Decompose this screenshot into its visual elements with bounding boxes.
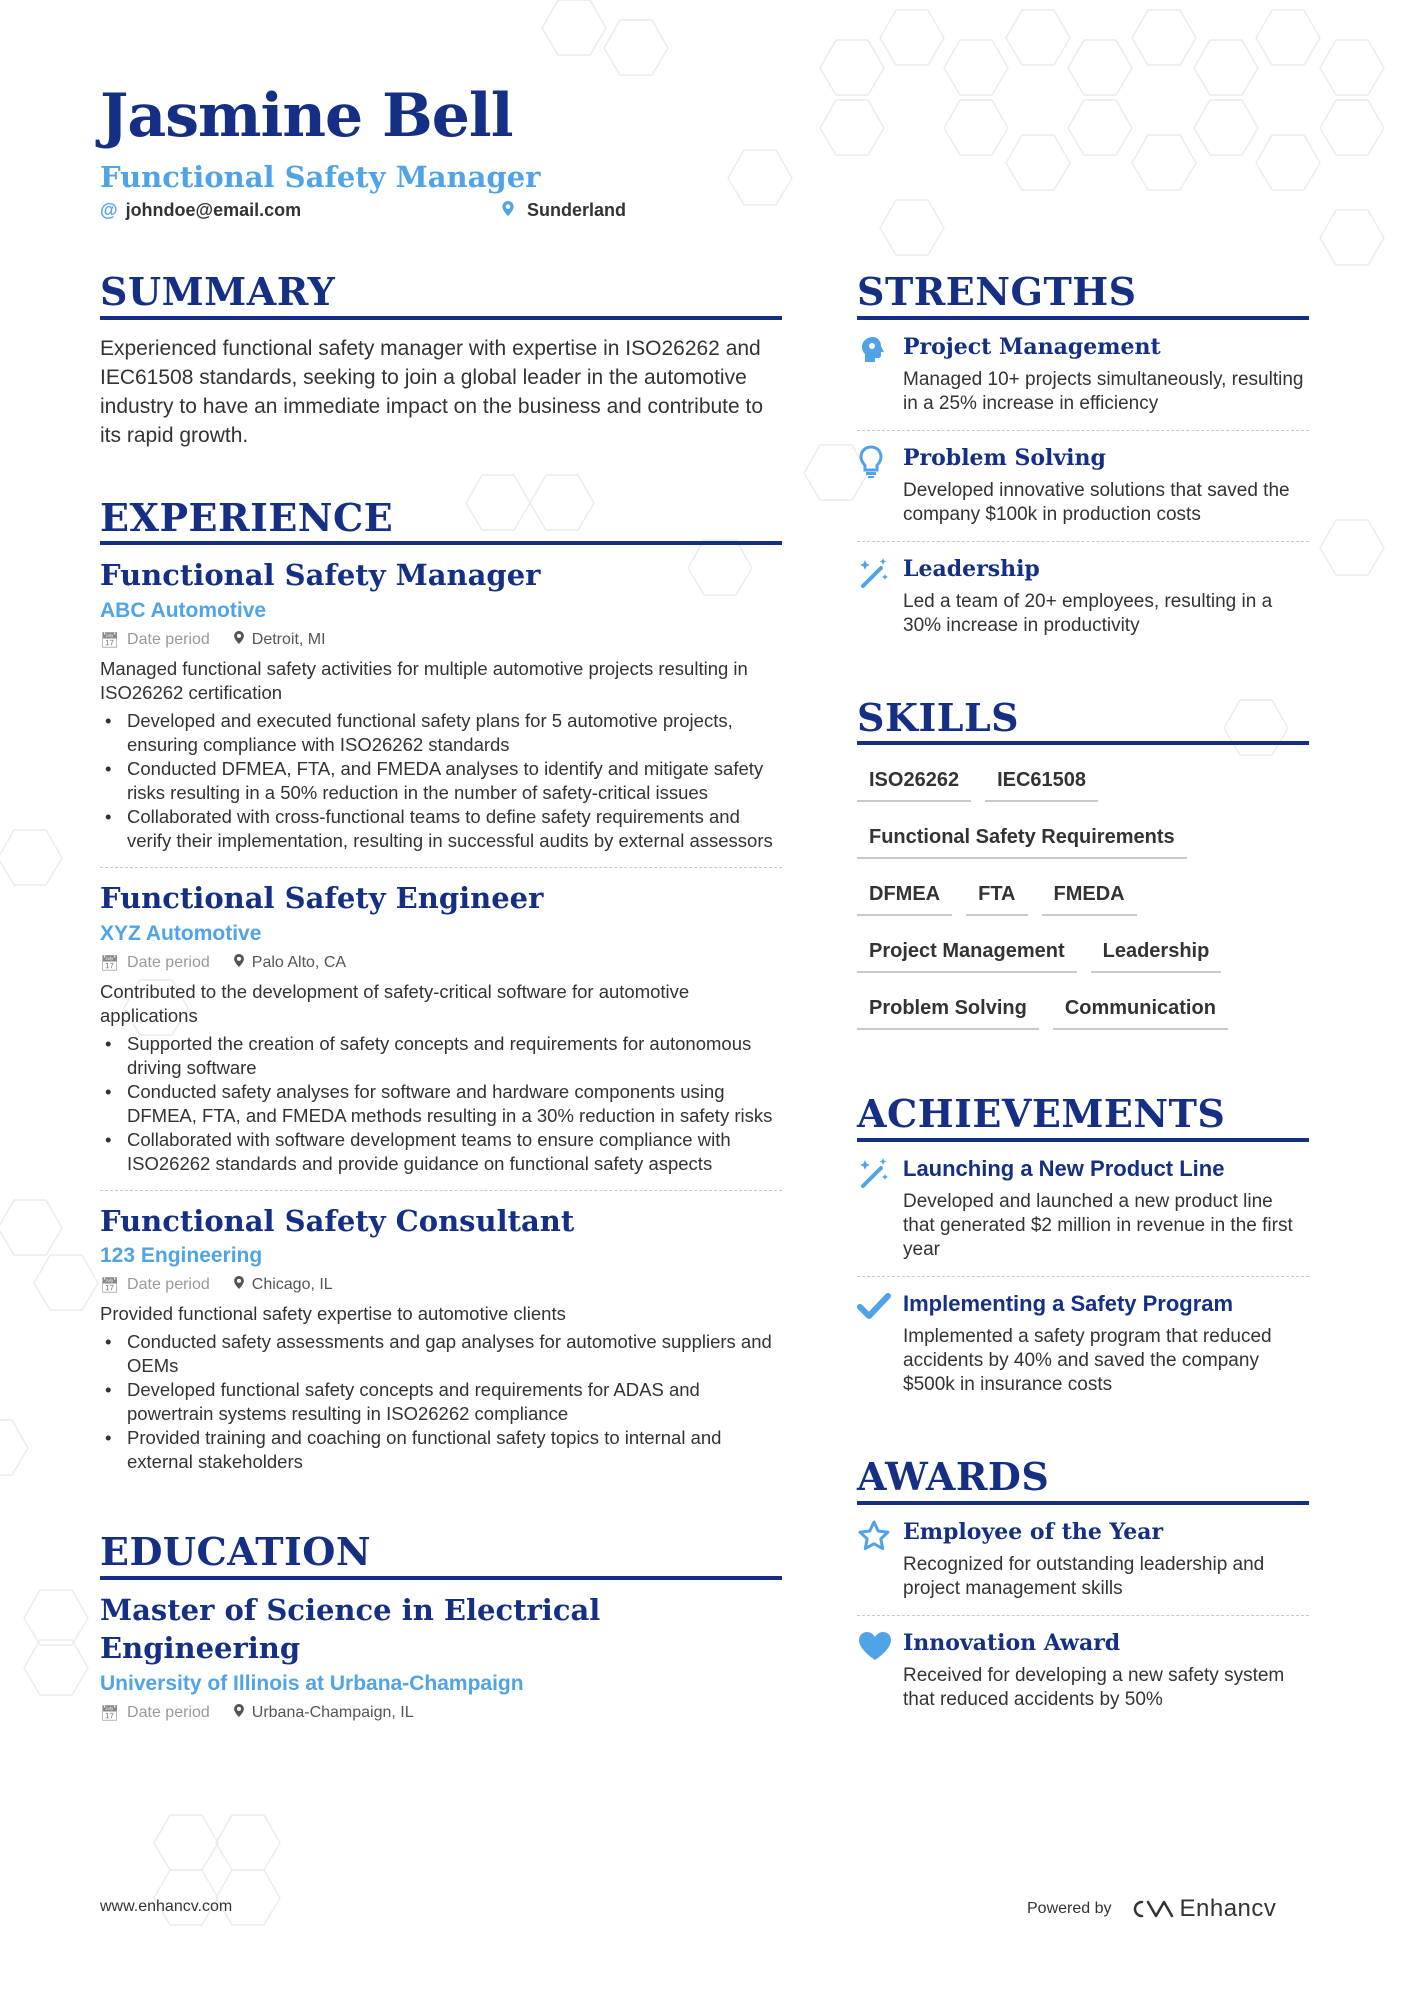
location-pin-icon: [502, 200, 519, 220]
candidate-title: Functional Safety Manager: [100, 160, 541, 194]
job-entry: [100, 557, 782, 868]
education-entry: [100, 1592, 782, 1735]
education-meta: [100, 1704, 782, 1722]
calendar-icon: 📅︎: [100, 1704, 120, 1722]
job-description: Contributed to the development of safety-critical software for automotive applications: [100, 980, 690, 1026]
award-item: [857, 1616, 1309, 1726]
skill-tag: FMEDA: [1042, 877, 1137, 916]
skill-tag: Project Management: [857, 934, 1077, 973]
head-brain-icon: [857, 334, 903, 416]
award-item: [857, 1505, 1309, 1616]
bullet-item: • Provided training and coaching on functional safety topics to internal and external stakeholders: [100, 1426, 782, 1474]
job-description: Managed functional safety activities for multiple automotive projects resulting in ISO26262 certification: [100, 658, 748, 704]
strength-description: Managed 10+ projects simultaneously, resulting in a 25% increase in efficiency: [903, 368, 1304, 414]
job-date: Date period: [127, 1276, 210, 1294]
bullet-item: • Supported the creation of safety concepts and requirements for autonomous driving software: [100, 1032, 782, 1080]
star-icon: [857, 1519, 903, 1601]
location-pin-icon: [234, 631, 244, 649]
bullet-item: • Collaborated with software development teams to ensure compliance with ISO26262 standards and provide guidance on functional safety aspects: [100, 1128, 782, 1176]
magic-wand-icon: [857, 1156, 903, 1262]
bullet-item: • Developed and executed functional safety plans for 5 automotive projects, ensuring compliance with ISO26262 standards: [100, 709, 782, 757]
skill-tag: ISO26262: [857, 763, 971, 802]
achievement-title: Launching a New Product Line: [903, 1156, 1225, 1182]
bullet-item: • Conducted safety assessments and gap analyses for automotive suppliers and OEMs: [100, 1330, 782, 1378]
job-entry: [100, 1203, 782, 1489]
achievement-item: [857, 1277, 1309, 1411]
job-bullets: [100, 1330, 782, 1474]
brand-text: Enhancv: [1179, 1895, 1277, 1922]
contact-location: [502, 200, 626, 221]
strength-title: Leadership: [903, 555, 1040, 582]
experience-heading: EXPERIENCE: [100, 496, 782, 546]
achievement-title: Implementing a Safety Program: [903, 1291, 1234, 1317]
bullet-item: • Conducted safety analyses for software and hardware components using DFMEA, FTA, and FMEDA methods resulting in a 30% reduction in safety risks: [100, 1080, 782, 1128]
job-bullets: [100, 709, 782, 853]
skill-tag: Functional Safety Requirements: [857, 820, 1187, 859]
at-icon: @: [100, 200, 118, 220]
awards-heading: AWARDS: [857, 1455, 1309, 1505]
skill-tag: Leadership: [1091, 934, 1222, 973]
enhancv-logo: [1128, 1895, 1277, 1923]
strength-item: [857, 542, 1309, 652]
experience-section: [100, 496, 782, 1489]
candidate-name: Jasmine Bell: [100, 81, 513, 151]
job-date: Date period: [127, 953, 210, 971]
location-text: Sunderland: [527, 200, 627, 220]
school: University of Illinois at Urbana-Champaign: [100, 1671, 524, 1695]
job-meta: [100, 631, 782, 649]
strength-title: Project Management: [903, 333, 1161, 360]
calendar-icon: 📅︎: [100, 632, 120, 650]
job-meta: [100, 1276, 782, 1294]
checkmark-icon: [857, 1291, 903, 1397]
job-bullets: [100, 1032, 782, 1176]
right-column: [857, 270, 1309, 1726]
skills-heading: SKILLS: [857, 696, 1309, 746]
strengths-section: [857, 270, 1309, 652]
job-entry: [100, 880, 782, 1191]
strength-item: [857, 431, 1309, 542]
magic-wand-icon: [857, 556, 903, 638]
skill-tag: IEC61508: [985, 763, 1098, 802]
education-section: [100, 1530, 782, 1735]
skill-tag: Problem Solving: [857, 991, 1039, 1030]
job-date: Date period: [127, 631, 210, 649]
award-description: Recognized for outstanding leadership and project management skills: [903, 1553, 1265, 1599]
job-role: Functional Safety Consultant: [100, 1203, 575, 1238]
job-location: Detroit, MI: [251, 631, 326, 649]
education-heading: EDUCATION: [100, 1530, 782, 1580]
footer-brand[interactable]: [1027, 1895, 1276, 1923]
achievements-section: [857, 1092, 1309, 1411]
skill-tag: FTA: [966, 877, 1027, 916]
education-date: Date period: [127, 1703, 210, 1721]
skill-tag: DFMEA: [857, 877, 952, 916]
summary-section: [100, 270, 782, 450]
strengths-heading: STRENGTHS: [857, 270, 1309, 320]
skills-section: [857, 696, 1309, 1049]
awards-section: [857, 1455, 1309, 1726]
skill-tag: Communication: [1053, 991, 1228, 1030]
education-location: Urbana-Champaign, IL: [251, 1703, 414, 1721]
job-company: ABC Automotive: [100, 599, 267, 623]
strength-description: Led a team of 20+ employees, resulting in a 30% increase in productivity: [903, 590, 1273, 636]
achievements-heading: ACHIEVEMENTS: [857, 1092, 1309, 1142]
achievement-description: Implemented a safety program that reduced accidents by 40% and saved the company $500k in insurance costs: [903, 1326, 1272, 1396]
bullet-item: • Developed functional safety concepts and requirements for ADAS and powertrain systems resulting in ISO26262 compliance: [100, 1378, 782, 1426]
powered-by-text: Powered by: [1027, 1900, 1112, 1917]
strength-description: Developed innovative solutions that saved the company $100k in production costs: [903, 479, 1290, 525]
location-pin-icon: [234, 954, 244, 972]
calendar-icon: 📅︎: [100, 1277, 120, 1295]
location-pin-icon: [234, 1704, 244, 1722]
lightbulb-icon: [857, 445, 903, 527]
bullet-item: • Conducted DFMEA, FTA, and FMEDA analyses to identify and mitigate safety risks resulting in a 50% reduction in the number of safety-critical issues: [100, 757, 782, 805]
summary-text: Experienced functional safety manager with expertise in ISO26262 and IEC61508 standards, seeking to join a global leader in the automotive industry to have an immediate impact on the business and contribute to its rapid growth.: [100, 336, 764, 447]
contact-email[interactable]: [100, 200, 301, 221]
award-title: Employee of the Year: [903, 1518, 1164, 1545]
footer-website[interactable]: www.enhancv.com: [100, 1898, 233, 1915]
job-company: XYZ Automotive: [100, 921, 262, 945]
achievement-item: [857, 1142, 1309, 1277]
award-title: Innovation Award: [903, 1629, 1121, 1656]
degree: Master of Science in Electrical Engineering: [100, 1593, 601, 1665]
bullet-item: • Collaborated with cross-functional teams to define safety requirements and verify their implementation, resulting in successful audits by external assessors: [100, 805, 782, 853]
job-location: Chicago, IL: [251, 1276, 333, 1294]
skills-list: [857, 763, 1309, 1048]
heart-icon: [857, 1630, 903, 1712]
strength-item: [857, 320, 1309, 431]
achievement-description: Developed and launched a new product line that generated $2 million in revenue in the first year: [903, 1191, 1293, 1261]
award-description: Received for developing a new safety system that reduced accidents by 50%: [903, 1664, 1285, 1710]
job-location: Palo Alto, CA: [251, 953, 347, 971]
summary-heading: SUMMARY: [100, 270, 782, 320]
job-company: 123 Engineering: [100, 1244, 263, 1268]
email-text: johndoe@email.com: [125, 200, 302, 220]
job-description: Provided functional safety expertise to automotive clients: [100, 1303, 566, 1325]
job-role: Functional Safety Manager: [100, 558, 541, 593]
strength-title: Problem Solving: [903, 444, 1106, 471]
location-pin-icon: [234, 1276, 244, 1294]
job-role: Functional Safety Engineer: [100, 881, 544, 916]
calendar-icon: 📅︎: [100, 954, 120, 972]
job-meta: [100, 954, 782, 972]
left-column: [100, 270, 782, 1736]
enhancv-logo-icon: [1128, 1898, 1174, 1920]
